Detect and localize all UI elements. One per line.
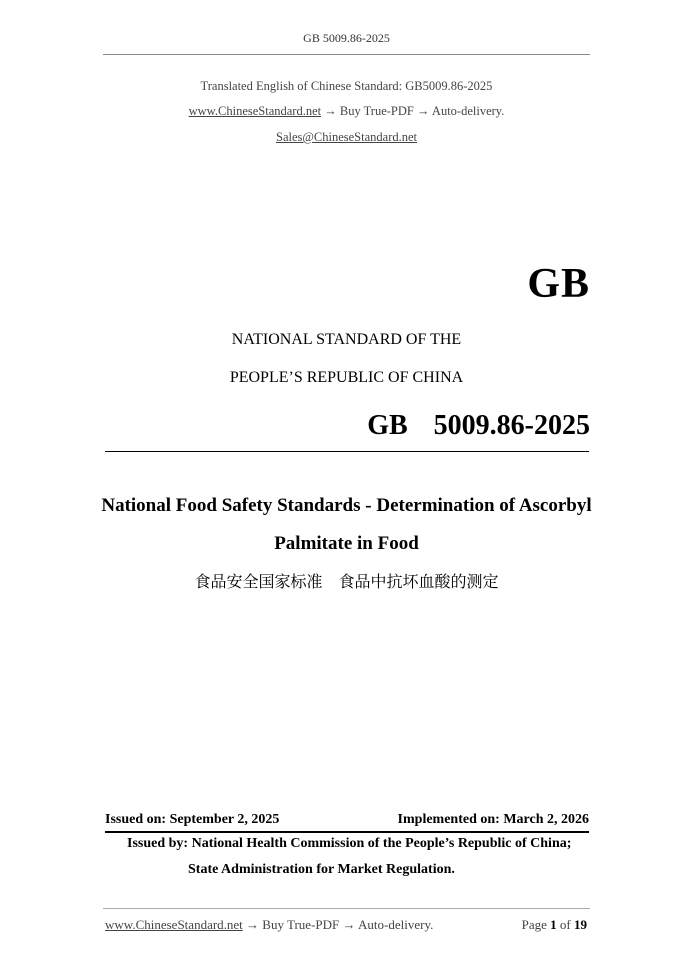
footer-purchase-text: → Buy True-PDF → Auto-delivery. (242, 917, 434, 932)
national-standard-line-1: NATIONAL STANDARD OF THE (231, 331, 462, 348)
document-title-line-2: Palmitate in Food (274, 533, 419, 554)
purchase-text: → Buy True-PDF → Auto-delivery. (321, 104, 505, 118)
header-divider (103, 54, 590, 55)
document-title-chinese: 食品安全国家标准 食品中抗坏血酸的测定 (194, 572, 499, 591)
email-line (0, 130, 693, 145)
national-standard-line-2: PEOPLE’S REPUBLIC OF CHINA (229, 369, 464, 386)
of-label: of (559, 917, 571, 932)
page-total: 19 (574, 917, 587, 932)
page-number: 1 (550, 917, 557, 932)
issued-by-line-2: State Administration for Market Regulation. (188, 862, 455, 877)
running-header: GB 5009.86-2025 (303, 31, 390, 45)
gb-logo: GB (527, 261, 590, 307)
page-indicator (522, 917, 587, 933)
code-divider (105, 451, 589, 452)
implemented-on-date: Implemented on: March 2, 2026 (397, 812, 589, 827)
dates-divider (105, 831, 589, 833)
page-label: Page (521, 917, 547, 932)
footer-site-link[interactable]: www.ChineseStandard.net (105, 917, 243, 932)
site-link[interactable]: www.ChineseStandard.net (188, 104, 322, 118)
email-link[interactable]: Sales@ChineseStandard.net (276, 130, 417, 144)
purchase-notice (0, 104, 693, 119)
issued-by-line-1: Issued by: National Health Commission of the People’s Republic of China; (127, 836, 572, 851)
standard-code: GB 5009.86-2025 (367, 410, 590, 441)
footer-purchase-notice (105, 917, 433, 933)
footer-divider (103, 908, 590, 909)
document-title-line-1: National Food Safety Standards - Determination of Ascorbyl (101, 495, 592, 516)
translation-notice: Translated English of Chinese Standard: GB5009.86-2025 (200, 79, 493, 93)
issued-on-date: Issued on: September 2, 2025 (105, 812, 280, 827)
